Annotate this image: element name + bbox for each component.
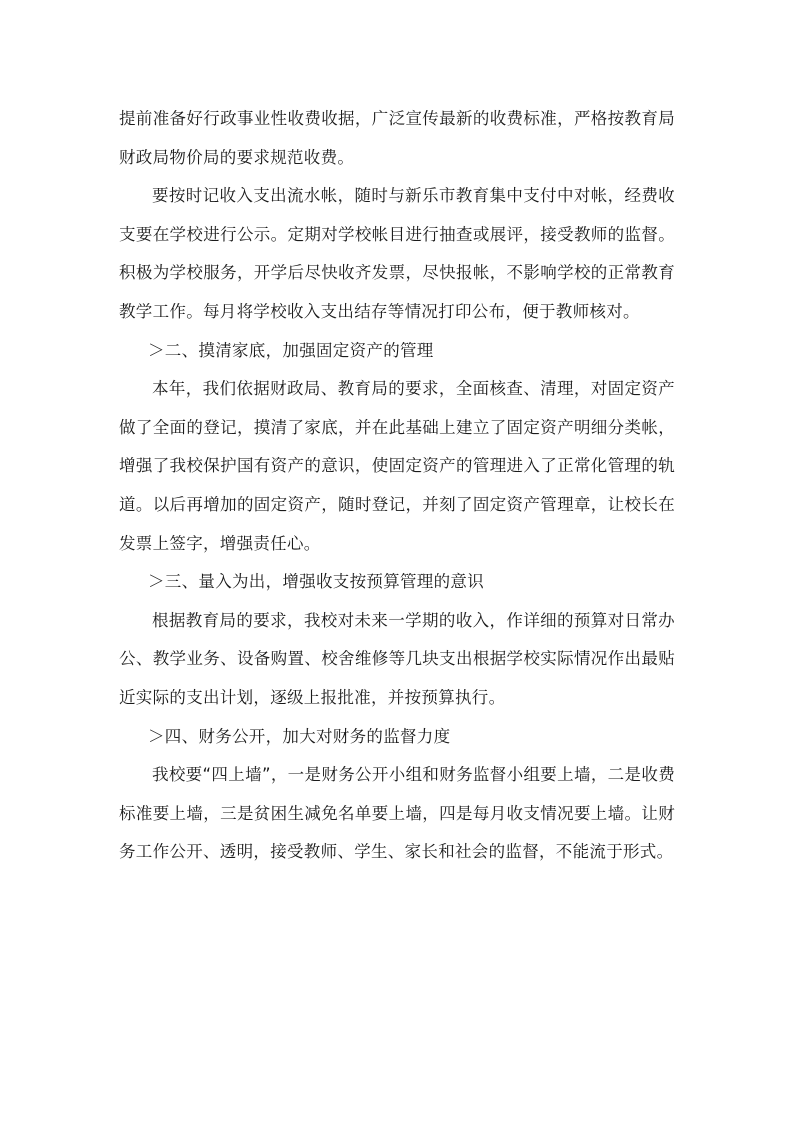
paragraph-fee-receipts: 提前准备好行政事业性收费收据，广泛宣传最新的收费标准，严格按教育局财政局物价局的要求规范收费。 <box>119 109 675 167</box>
paragraph-financial-disclosure: 我校要“四上墙”，一是财务公开小组和财务监督小组要上墙，二是收费标准要上墙，三是贫困生减免名单要上墙，四是每月收支情况要上墙。让财务工作公开、透明，接受教师、学生、家长和社会的监督，不能流于形式。 <box>119 765 675 862</box>
paragraph-fixed-assets: 本年，我们依据财政局、教育局的要求，全面核查、清理，对固定资产做了全面的登记，摸清了家底，并在此基础上建立了固定资产明细分类帐，增强了我校保护国有资产的意识，使固定资产的管理进入了正常化管理的轨道。以后再增加的固定资产，随时登记，并刻了固定资产管理章，让校长在发票上签字，增强责任心。 <box>119 379 675 553</box>
section-heading-budget: ＞三、量入为出，增强收支按预算管理的意识 <box>148 572 484 592</box>
section-heading-fixed-assets: ＞二、摸清家底，加强固定资产的管理 <box>148 340 434 360</box>
paragraph-accounting-records: 要按时记收入支出流水帐，随时与新乐市教育集中支付中对帐，经费收支要在学校进行公示。定期对学校帐目进行抽查或展评，接受教师的监督。积极为学校服务，开学后尽快收齐发票，尽快报帐，不影响学校的正常教育教学工作。每月将学校收入支出结存等情况打印公布，便于教师核对。 <box>119 186 675 321</box>
paragraph-budget: 根据教育局的要求，我校对未来一学期的收入，作详细的预算对日常办公、教学业务、设备购置、校舍维修等几块支出根据学校实际情况作出最贴近实际的支出计划，逐级上报批准，并按预算执行。 <box>119 610 675 707</box>
document-body <box>119 100 675 872</box>
section-heading-financial-disclosure: ＞四、财务公开，加大对财务的监督力度 <box>148 726 451 746</box>
